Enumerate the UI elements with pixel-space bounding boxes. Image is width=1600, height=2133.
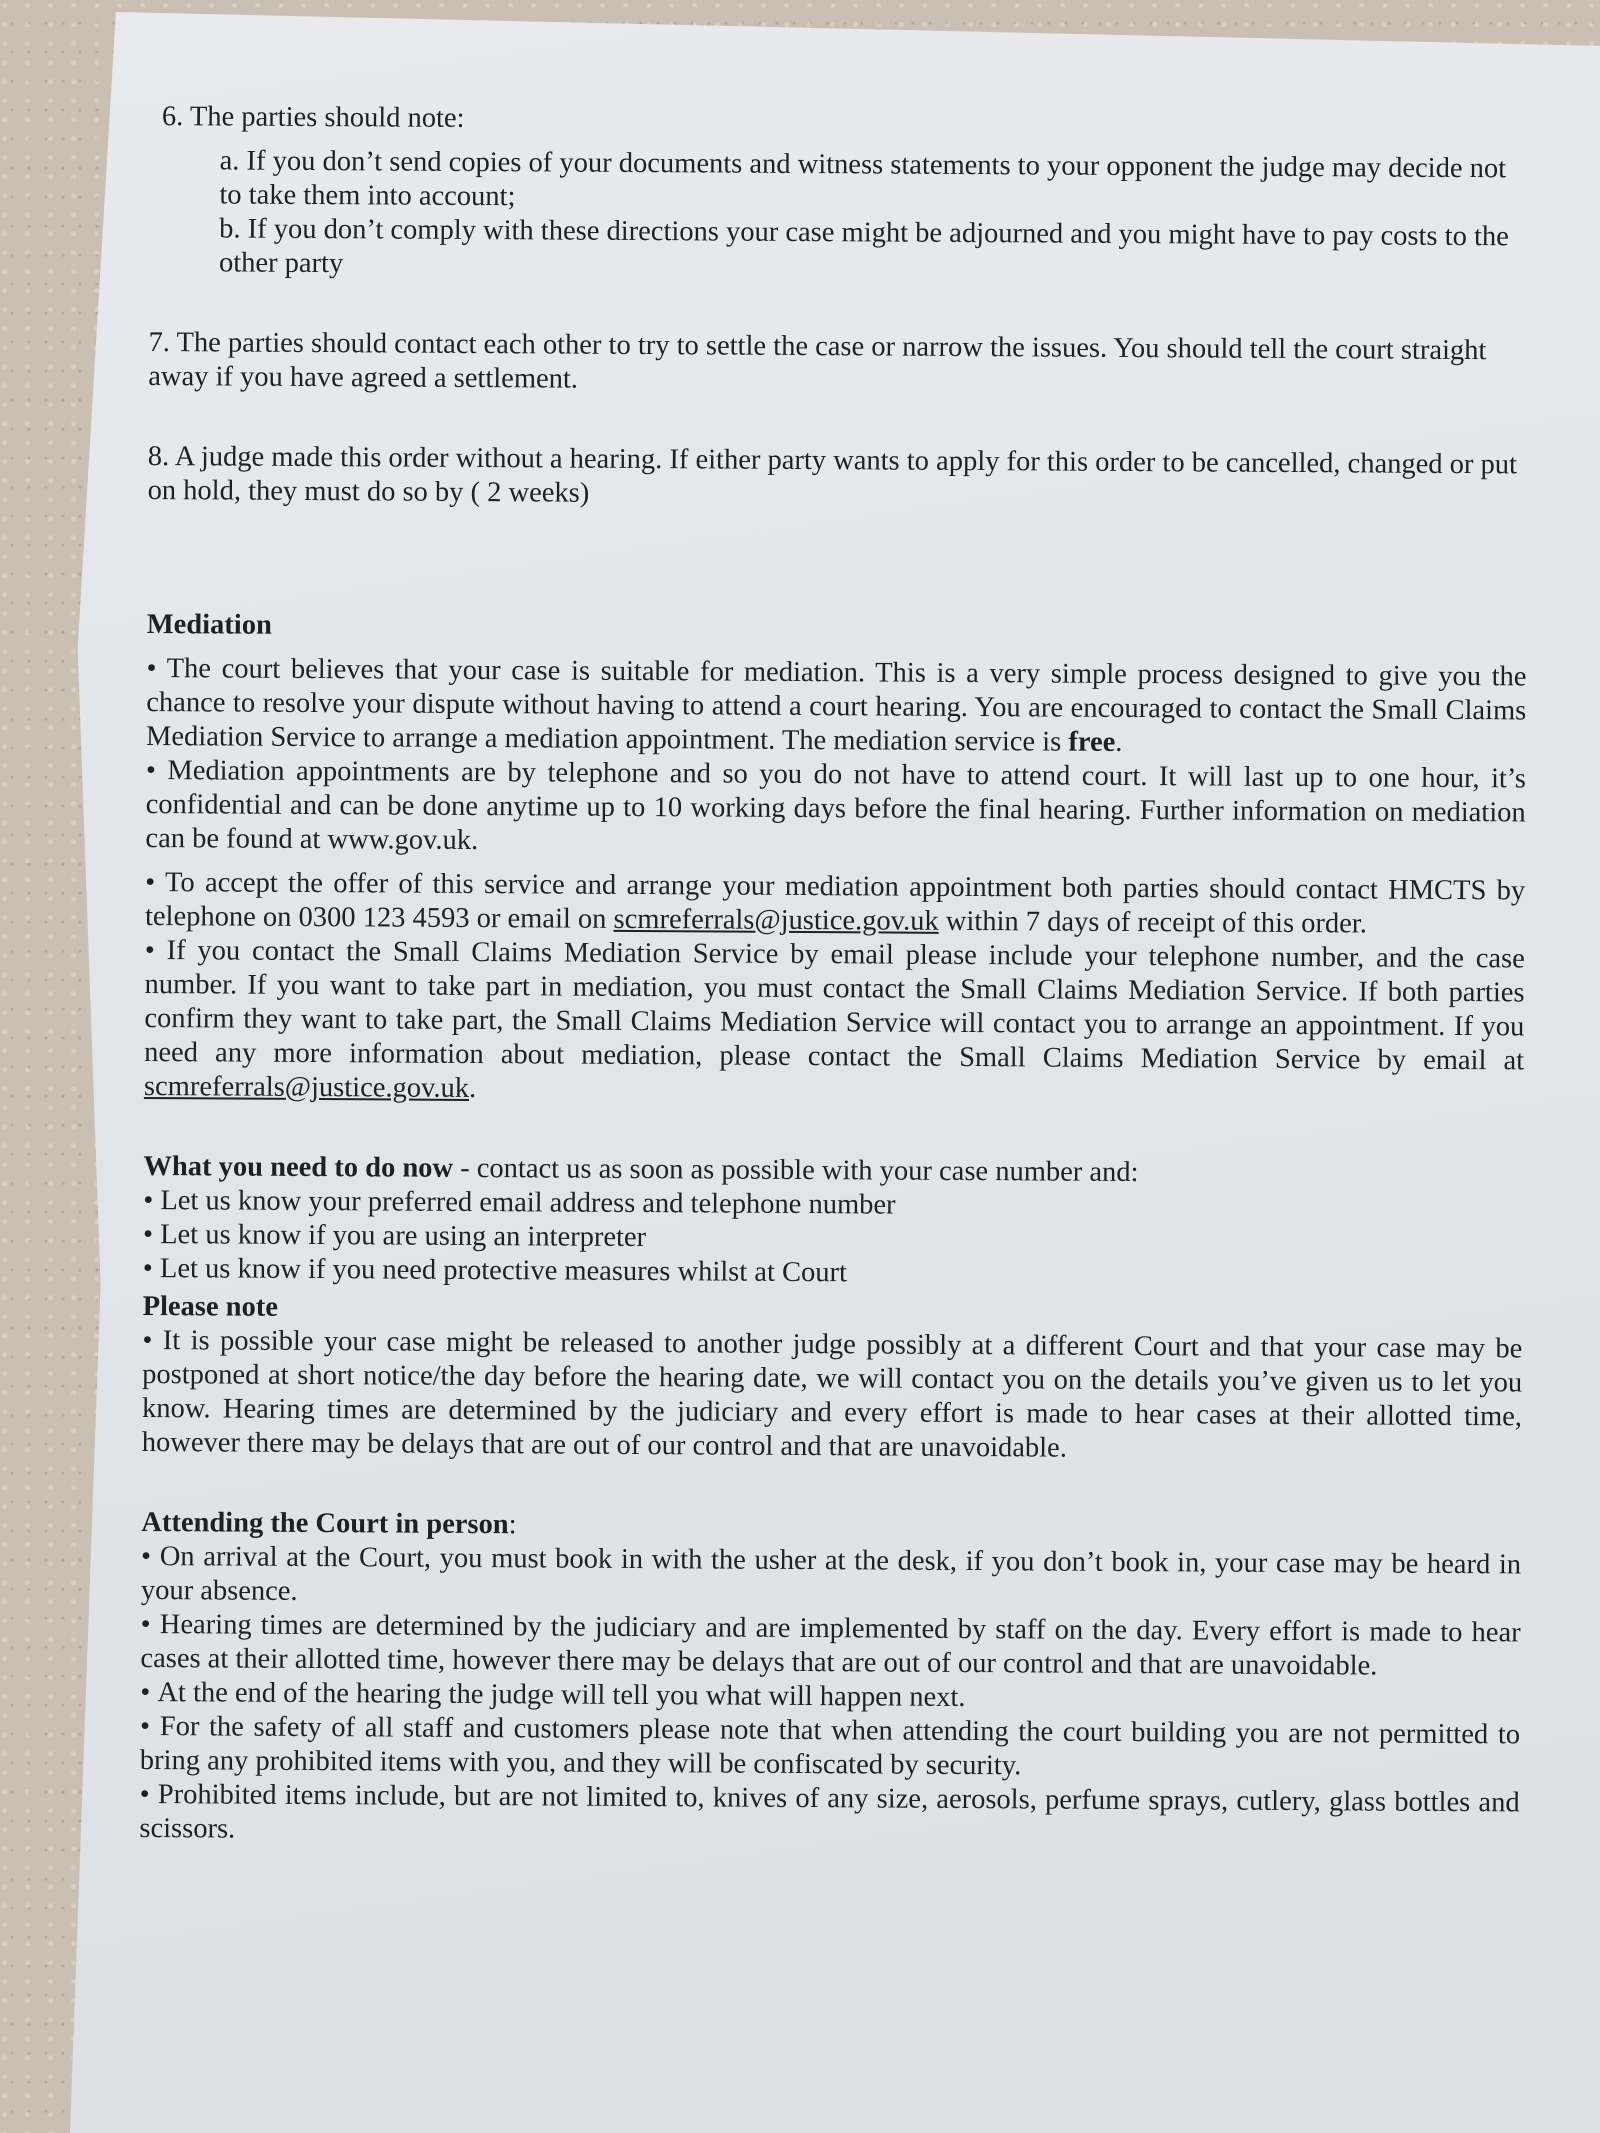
what-to-do-section bbox=[143, 1150, 1524, 1294]
direction-6a: a. If you don’t send copies of your documents and witness statements to your opponent the judge may decide not to take them into account; bbox=[219, 145, 1507, 213]
direction-6b: b. If you don’t comply with these directions your case might be adjourned and you might have to pay costs to the other party bbox=[218, 213, 1509, 280]
mediation-p3-end: within 7 days of receipt of this order. bbox=[938, 905, 1368, 940]
list-item: • Let us know if you need protective measures whilst at Court bbox=[143, 1252, 1523, 1294]
document-body bbox=[139, 100, 1530, 1854]
list-item: • On arrival at the Court, you must book in with the usher at the desk, if you don’t book in, your case may be heard in your absence. bbox=[141, 1540, 1521, 1616]
bullet-icon: • bbox=[145, 754, 168, 787]
please-note-heading: Please note bbox=[142, 1290, 279, 1323]
list-item: • Let us know your preferred email address and telephone number bbox=[143, 1184, 1523, 1226]
direction-7: 7. The parties should contact each other to try to settle the case or narrow the issues. You should tell the court straight away if you have agreed a settlement. bbox=[148, 326, 1487, 395]
what-to-do-intro: - contact us as soon as possible with your case number and: bbox=[452, 1152, 1139, 1189]
attending-heading-colon: : bbox=[508, 1509, 517, 1541]
direction-8: 8. A judge made this order without a hearing. If either party wants to apply for this order to be cancelled, changed or put on hold, they must do so by ( 2 weeks) bbox=[147, 440, 1518, 509]
bullet-icon: • bbox=[144, 934, 167, 967]
mediation-p1-text: The court believes that your case is suitable for mediation. This is a very simple process designed to give you the chance to resolve your dispute without having to attend a court hearing. You are encouraged to contact the Small Claims Mediation Service to arrange a mediation appointment. The mediation service is bbox=[146, 653, 1527, 758]
direction-6-intro: 6. The parties should note: bbox=[161, 101, 465, 134]
attending-section bbox=[139, 1506, 1521, 1854]
list-item: • At the end of the hearing the judge will tell you what will happen next. bbox=[140, 1676, 1520, 1718]
attending-heading: Attending the Court in person bbox=[141, 1506, 509, 1541]
mediation-email-link[interactable]: scmreferrals@justice.gov.uk bbox=[613, 903, 939, 937]
list-item: • For the safety of all staff and customers please note that when attending the court building you are not permitted to bring any prohibited items with you, and they will be confiscated by security. bbox=[140, 1710, 1520, 1786]
mediation-paragraph-3 bbox=[145, 866, 1525, 942]
bullet-icon: • bbox=[146, 652, 167, 685]
mediation-email-link-2[interactable]: scmreferrals@justice.gov.uk bbox=[143, 1070, 470, 1104]
mediation-heading: Mediation bbox=[146, 608, 272, 641]
mediation-p1-end: . bbox=[1115, 726, 1123, 758]
mediation-p4-end: . bbox=[468, 1072, 477, 1105]
list-item: • Let us know if you are using an interpreter bbox=[143, 1218, 1523, 1260]
mediation-paragraph-2 bbox=[145, 754, 1526, 864]
mediation-section bbox=[144, 608, 1527, 1112]
mediation-p4-text: If you contact the Small Claims Mediation Service by email please include your telephone number, and the case number. If you want to take part in mediation, you must contact the Small Claims Mediation Service. If both parties confirm they want to take part, the Small Claims Mediation Service will contact you to arrange an appointment. If you need any more information about mediation, please contact the Small Claims Mediation Service by email at bbox=[144, 935, 1525, 1077]
list-item: • Hearing times are determined by the judiciary and are implemented by staff on the day. Every effort is made to hear cases at their allotted time, however there may be delays that are out of our control and that are unavoidable. bbox=[140, 1608, 1520, 1684]
please-note-section bbox=[142, 1290, 1523, 1468]
what-to-do-heading: What you need to do now bbox=[143, 1150, 454, 1184]
bullet-icon: • bbox=[145, 866, 166, 899]
mediation-p3-text: To accept the offer of this service and arrange your mediation appointment both parties should contact HMCTS by telephone on 0300 123 4593 or email on bbox=[144, 867, 1526, 935]
list-item: • Prohibited items include, but are not limited to, knives of any size, aerosols, perfume sprays, cutlery, glass bottles and scissors. bbox=[139, 1778, 1519, 1854]
please-note-text: • It is possible your case might be released to another judge possibly at a different Court and that your case may be postponed at short notice/the day before the hearing date, we will contact you on the details you’ve given us to let you know. Hearing times are determined by the judiciary and every effort is made to hear cases at their allotted time, however there may be delays that are out of our control and that are unavoidable. bbox=[142, 1324, 1523, 1468]
mediation-paragraph-1 bbox=[146, 652, 1527, 762]
mediation-p2-text: Mediation appointments are by telephone and so you do not have to attend court. It will last up to one hour, it’s confidential and can be done anytime up to 10 working days before the final hearing. Further information on mediation can be found at www.gov.uk. bbox=[145, 755, 1526, 857]
mediation-paragraph-4 bbox=[144, 934, 1525, 1112]
mediation-free-label: free bbox=[1068, 726, 1116, 758]
